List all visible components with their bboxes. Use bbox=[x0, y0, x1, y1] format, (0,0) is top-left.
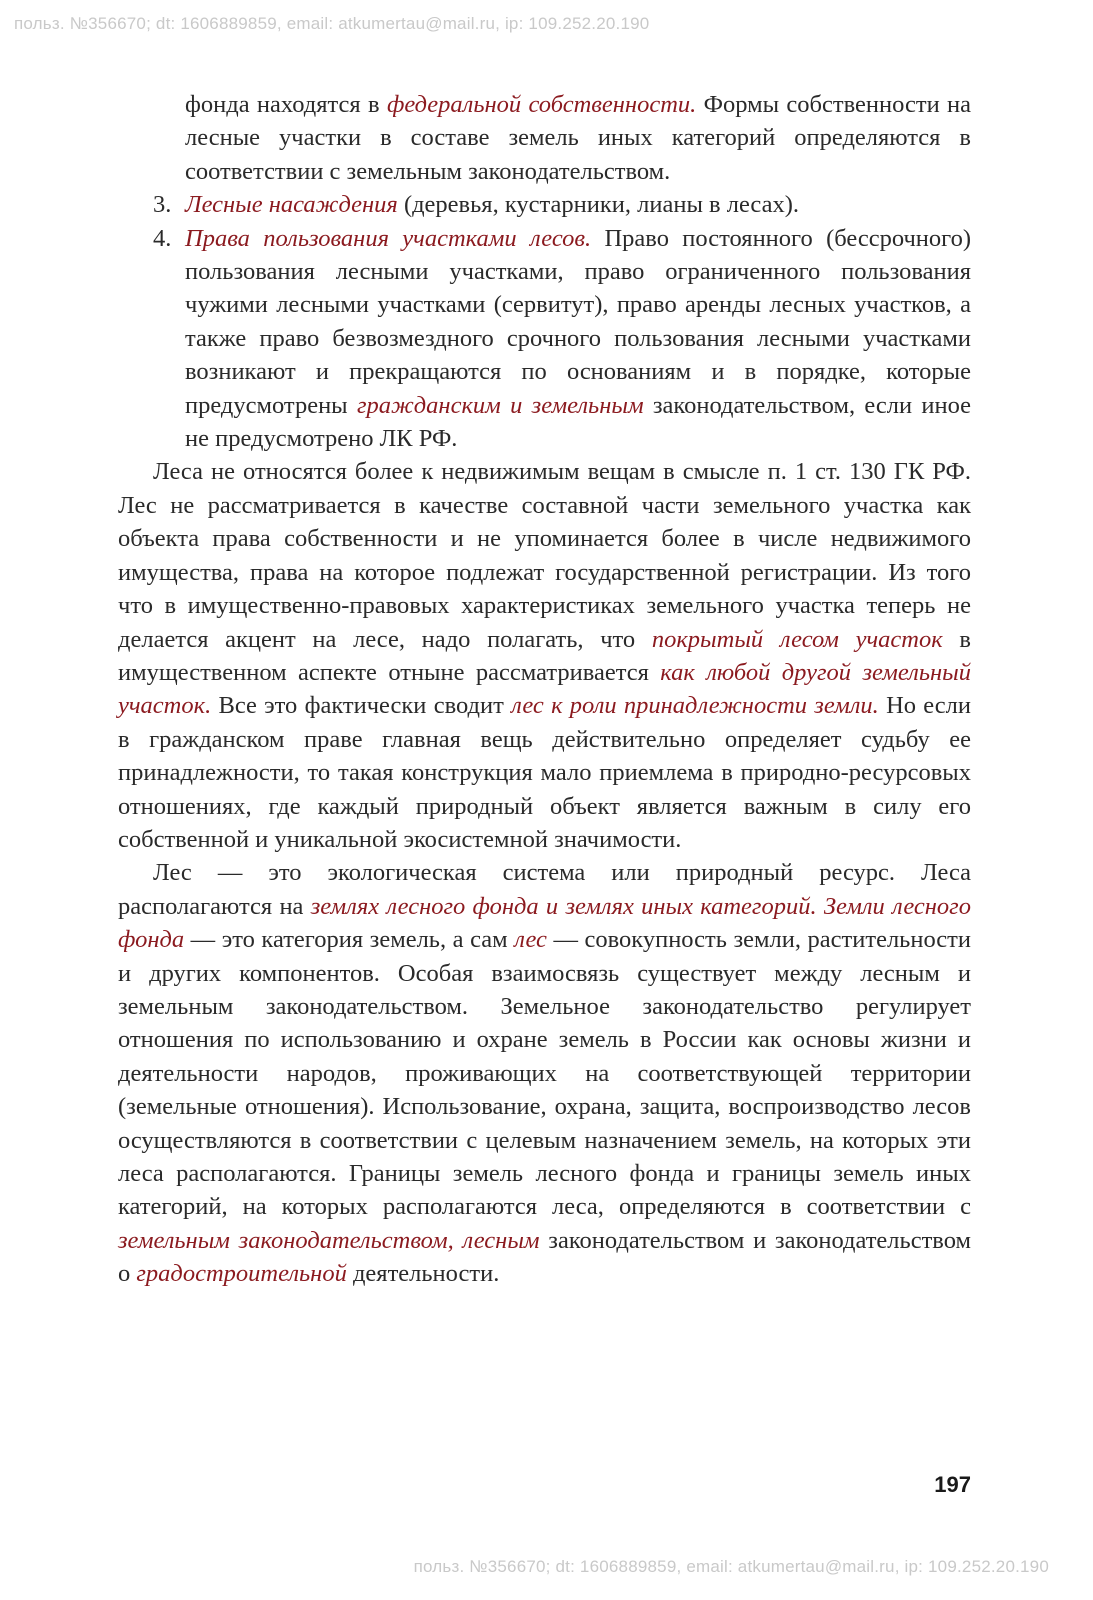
page-number: 197 bbox=[934, 1472, 971, 1497]
page-body bbox=[118, 88, 971, 1291]
highlighted-term: Права пользования участками лесов. bbox=[185, 224, 592, 252]
list-item-3 bbox=[118, 188, 971, 221]
list-item-continuation bbox=[118, 88, 971, 188]
highlighted-term: лес к роли принадлежности земли. bbox=[511, 692, 879, 720]
text-run: Но если в гражданском праве главная вещь действительно определяет судьбу ее принадлежности, то такая конструкция мало приемлема в природно-ресурсовых отношениях, где каждый природный объект является важным в силу его собственной и уникальной экосистемной значимости. bbox=[118, 692, 972, 853]
highlighted-term: земельным законодательством, лесным bbox=[118, 1226, 540, 1254]
text-run: деятельности. bbox=[346, 1260, 500, 1288]
paragraph-1 bbox=[118, 455, 971, 856]
highlighted-term: гражданским и земельным bbox=[356, 391, 644, 419]
highlighted-term: Лесные насаждения bbox=[185, 191, 398, 219]
text-run: в имущественном аспекте отныне рассматривается bbox=[118, 625, 971, 686]
list-item-4 bbox=[118, 222, 971, 456]
text-run: Право постоянного (бессрочного) пользования лесными участками, право ограниченного пользования чужими лесными участками (сервитут), право аренды лесных участков, а также право безвозмездного срочного пользования лесными участками возникают и прекращаются по основаниям и в порядке, которые предусмотрены bbox=[185, 224, 971, 419]
list-number: 3. bbox=[153, 191, 172, 219]
highlighted-term: федеральной собственности. bbox=[386, 91, 697, 118]
highlighted-term: как любой другой земельный участок. bbox=[118, 658, 971, 720]
highlighted-term: лес bbox=[514, 926, 547, 954]
highlighted-term: землях лесного фонда и землях иных категорий. Земли лесного фонда bbox=[118, 892, 971, 954]
text-run: Все это фактически сводит bbox=[211, 692, 512, 720]
text-run: (деревья, кустарники, лианы в лесах). bbox=[397, 191, 800, 219]
text-run: законодательством, если иное не предусмотрено ЛК РФ. bbox=[185, 391, 971, 453]
highlighted-term: покрытый лесом участок bbox=[651, 625, 943, 653]
watermark-top: польз. №356670; dt: 1606889859, email: atkumertau@mail.ru, ip: 109.252.20.190 bbox=[14, 14, 650, 33]
text-run: Лес — это экологическая система или природный ресурс. Леса располагаются на bbox=[118, 859, 971, 920]
text-run: Формы собственности на лесные участки в составе земель иных категорий определяются в соответствии с земельным законодательством. bbox=[185, 91, 972, 185]
highlighted-term: градостроительной bbox=[136, 1260, 347, 1288]
text-run: — совокупность земли, растительности и других компонентов. Особая взаимосвязь существует между лесным и земельным законодательством. Земельное законодательство регулирует отношения по использованию и охране земель в России как основы жизни и деятельности народов, проживающих на соответствующей территории (земельные отношения). Использование, охрана, защита, воспроизводство лесов осуществляются в соответствии с целевым назначением земель, на которых эти леса располагаются. Границы земель лесного фонда и границы земель иных категорий, на которых располагаются леса, определяются в соответствии с bbox=[118, 926, 972, 1221]
text-run: фонда находятся в bbox=[185, 91, 387, 118]
paragraph-2 bbox=[118, 856, 971, 1290]
text-run: Леса не относятся более к недвижимым вещам в смысле п. 1 ст. 130 ГК РФ. Лес не рассматривается в качестве составной части земельного участка как объекта права собственности и не упоминается более в числе недвижимого имущества, права на которое подлежат государственной регистрации. Из того что в имущественно-правовых характеристиках земельного участка теперь не делается акцент на лесе, надо полагать, что bbox=[118, 458, 971, 653]
watermark-bottom: польз. №356670; dt: 1606889859, email: atkumertau@mail.ru, ip: 109.252.20.190 bbox=[413, 1557, 1049, 1576]
text-run: законодательством и законодательством о bbox=[118, 1226, 971, 1288]
text-run: — это категория земель, а сам bbox=[184, 926, 515, 954]
list-number: 4. bbox=[153, 224, 172, 252]
